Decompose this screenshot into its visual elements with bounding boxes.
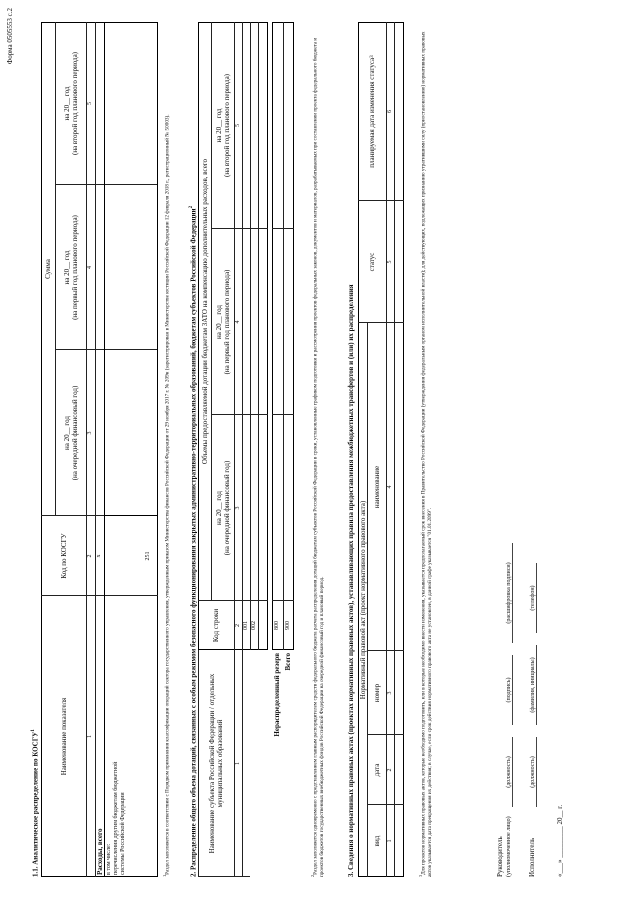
s2-num-2: 2 [234,624,241,627]
s2-code-002: 002 [250,621,257,630]
s11-row-total-code: x [96,554,102,558]
s3-num-6: 6 [386,110,393,113]
s11-row-incl-text: перечисления другим бюджетам бюджетной системы Российской Федерации [113,761,126,875]
s2-num-3: 3 [234,506,241,510]
s11-col-sum-header: Сумма [44,259,52,279]
s3-col-date-header: дата [372,763,381,777]
executor-label: Исполнитель [528,837,536,877]
s3-num-5: 5 [386,260,393,264]
s2-col-year2-header: на 20__ год (на первый год планового периода) [214,269,231,375]
s11-num-2: 2 [87,554,93,558]
s2-reserve-code: 800 [274,621,280,630]
s11-col-year2-header: на 20__ год (на первый год планового периода) [62,215,79,320]
s11-footnote: $^1$Раздел заполняется в соответствии с Порядком применения классификации операций сектора государственного управления, утвержденным приказом Министерства финансов Российской Федерации от 29 ноября 2017 г. № 209н (зарегистрирован в Министерстве юстиции Российской Федерации 12 февраля 2018 г., регистрационный № 50003). [162,114,171,877]
s2-code-001: 001 [242,621,249,630]
s11-row-total-label: Расходы, всего [96,828,104,875]
exec-name-caption: (фамилия, инициалы) [530,657,536,713]
s11-num-4: 4 [87,266,93,269]
date-line: «___» _________ 20__ г. [556,804,564,877]
section-2-heading: 2. Распределение общего объема дотаций, связанных с особым режимом безопасного функционирования закрытых административно-территориальных образований, бюджетам субъектов Российской Федерации$^2$ [188,205,198,877]
s3-footnote: $^3$Для проектов нормативных правовых актов, которые необходимо подготовить, или в которые необходимо внести изменения, указывается предполагаемый срок внесения в Правительство Российской Федерации (утверждения федеральным органом исполнительной власти); для действующих, подлежащих признанию утратившими силу (приостановлению) нормативных правовых актов указывается дата прекращения их действия; в случае, если срок действия нормативного правового акта не установлен, в данной графе указывается "01.01.2099". [418,31,433,877]
s11-col-year3-header: на 20__ год (на второй год планового периода) [62,51,79,156]
s11-num-1: 1 [87,735,93,738]
s2-col-code-header: Код строки [212,608,220,643]
s2-num-1: 1 [234,762,241,765]
s3-col-number-header: номер [372,683,381,703]
s11-col-year1-header: на 20__ год (на очередной финансовый год) [62,385,79,481]
s2-reserve-label: Нераспределенный резерв [273,653,281,737]
section-1-1-heading: 1.1. Аналитическое распределение по КОСГУ$^1$ [30,729,40,877]
s11-num-3: 3 [87,431,93,435]
exec-position-caption: (должность) [530,756,536,788]
s3-col-planned-header: планируемая дата изменения статуса 3 [368,55,376,168]
s11-row-incl-code: 251 [145,551,151,561]
s11-row-incl-label: в том числе: [106,843,112,875]
s2-num-5: 5 [234,124,241,127]
s3-num-3: 3 [386,691,393,695]
form-title: Форма 0505553 с.2 [6,8,14,65]
head-position-caption: (должность) [506,756,512,788]
exec-phone-caption: (телефон) [530,585,536,611]
s11-num-5: 5 [87,102,93,105]
s2-num-4: 4 [234,320,241,324]
section-3-heading: 3. Сведения о нормативных правовых актах (проектах нормативных правовых актов), устанавливающих правила предоставления межбюджетных трансфертов и (или) их распределения [347,284,355,877]
s11-col-name-header: Наименование показателя [59,697,68,776]
s3-col-status-header: статус [368,252,376,272]
head-decoding-caption: (расшифровка подписи) [506,562,512,624]
s2-footnote: $^2$Раздел заполняется одновременно с представлением главным распорядителем средств федерального бюджета расчета распределения дотаций бюджетам субъектов Российской Федерации в сроки, установленные графиком подготовки и рассмотрения проектов федеральных законов, документов и материалов, разрабатываемых при составлении проекта федерального бюджета и проектов бюджетов государственных внебюджетных фондов Российской Федерации на очередной финансовый год и плановый период. [310,37,325,877]
s3-col-name-header: наименование [372,465,381,509]
head-label: Руководитель [496,836,504,877]
s3-num-2: 2 [386,768,393,772]
s2-col-year1-header: на 20__ год (на очередной финансовый год) [214,460,231,556]
s3-num-1: 1 [386,839,393,843]
head-signature-caption: (подпись) [506,677,512,703]
s3-col-type-header: вид [372,835,381,847]
s2-col-year3-header: на 20__ год (на второй год планового периода) [214,73,231,178]
s3-col-act-header: Нормативный правовой акт (проект нормативного правового акта) [358,500,367,700]
s2-total-code: 900 [285,621,291,630]
s2-col-name-header: Наименование субъекта Российской Федерации / отдельных муниципальных образований [208,673,224,854]
s2-col-volume-header: Объемы предоставляемой дотации бюджетам ЗАТО на компенсацию дополнительных расходов, всего [200,158,209,465]
s3-num-4: 4 [386,485,393,489]
s11-col-code-header: Код по КОСГУ [59,533,68,579]
head-label-sub: (уполномоченное лицо) [506,816,512,877]
s2-total-label: Всего [284,653,292,671]
